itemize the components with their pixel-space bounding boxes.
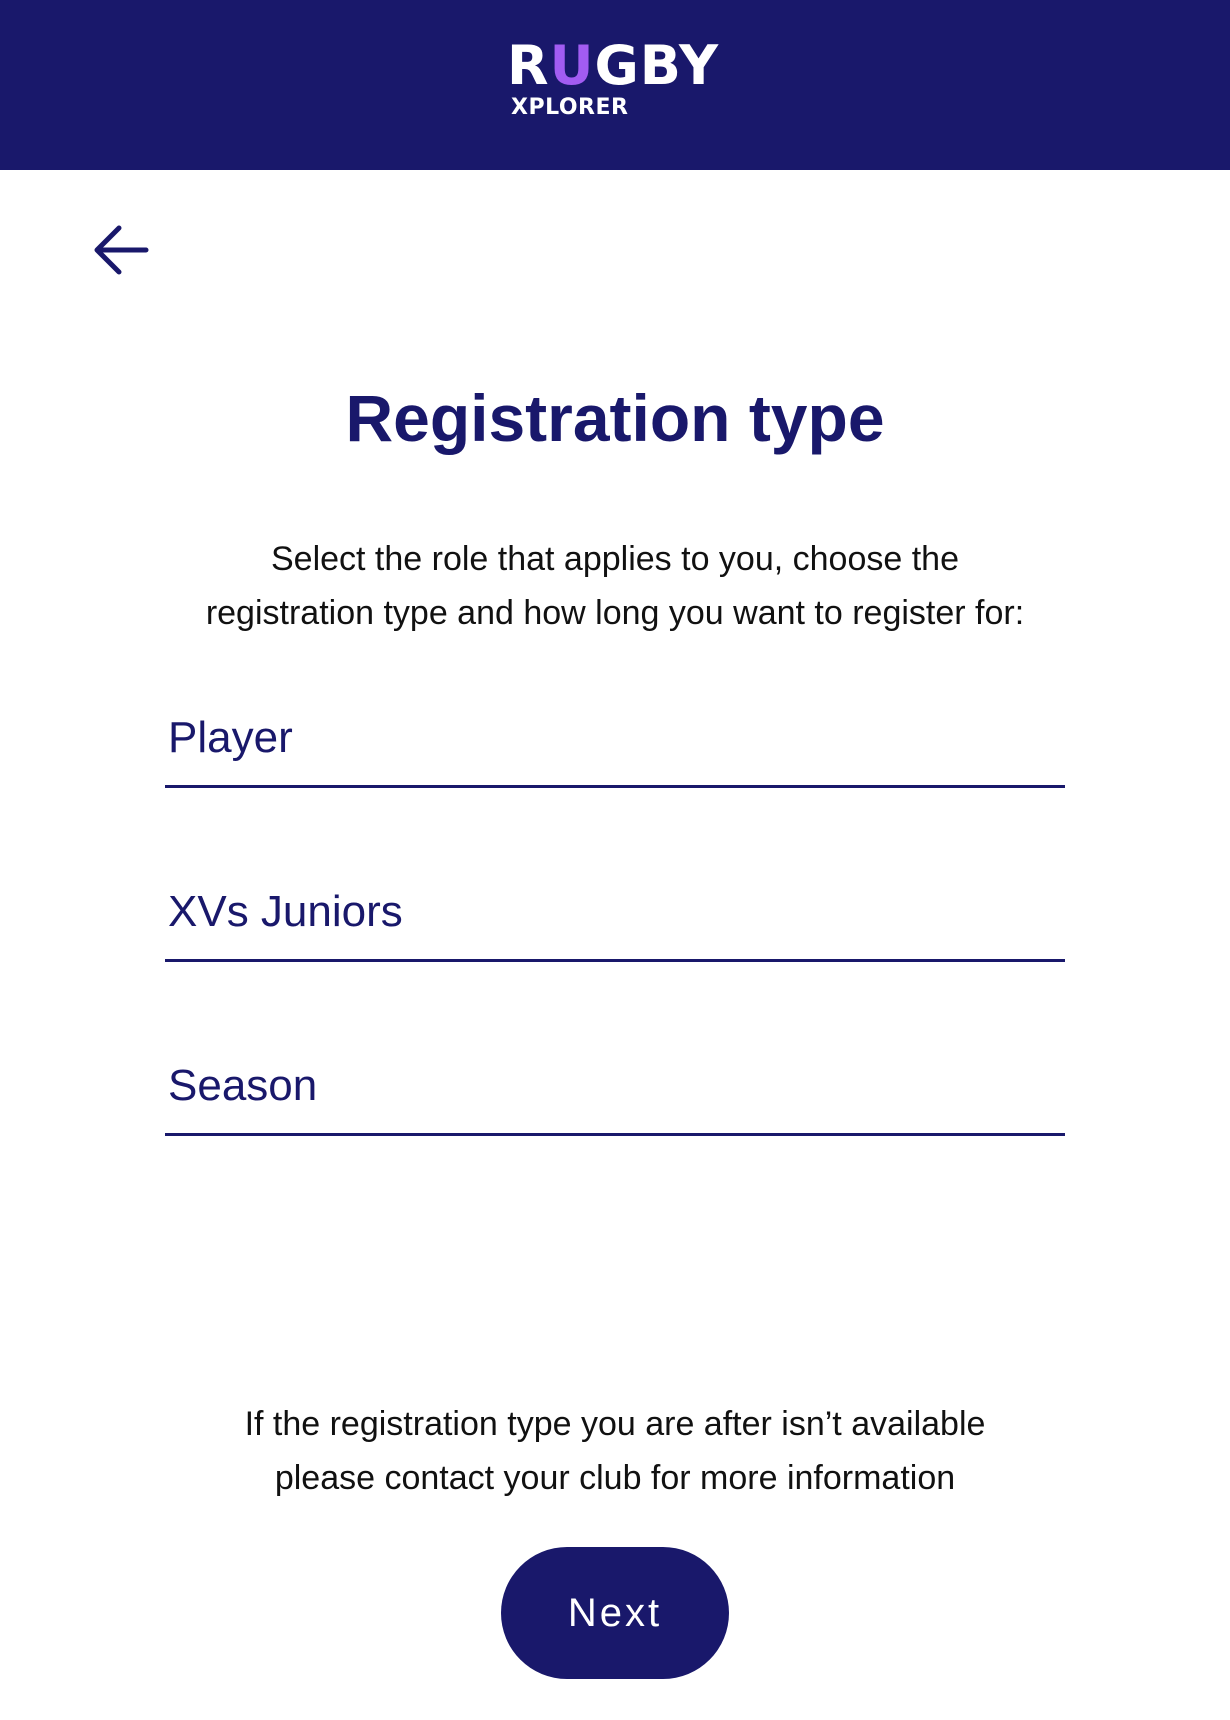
role-select[interactable] [165,695,1065,788]
back-button[interactable] [86,220,152,280]
logo-letter-r: R [507,34,550,97]
logo-letter-u: U [549,34,595,97]
registration-type-value: XVs Juniors [168,887,403,936]
duration-value: Season [168,1061,318,1110]
app-header [0,0,1230,170]
logo-wordmark [507,34,720,97]
subtitle-line: Select the role that applies to you, choose the [270,540,959,578]
role-value: Player [168,713,293,762]
logo-letters-gby: GBY [594,34,720,97]
page-title: Registration type [345,381,885,455]
page-subtitle [165,532,1065,640]
registration-type-select[interactable] [165,869,1065,962]
info-line: If the registration type you are after isn’t available [244,1405,986,1443]
next-button[interactable]: Next [501,1547,729,1679]
duration-select[interactable] [165,1043,1065,1136]
info-line: please contact your club for more information [274,1459,956,1497]
rugby-xplorer-logo [507,34,727,128]
arrow-left-icon [86,220,152,280]
subtitle-line: registration type and how long you want to register for: [205,594,1025,632]
logo-subtitle: XPLORER [511,95,629,120]
info-text [165,1397,1065,1505]
